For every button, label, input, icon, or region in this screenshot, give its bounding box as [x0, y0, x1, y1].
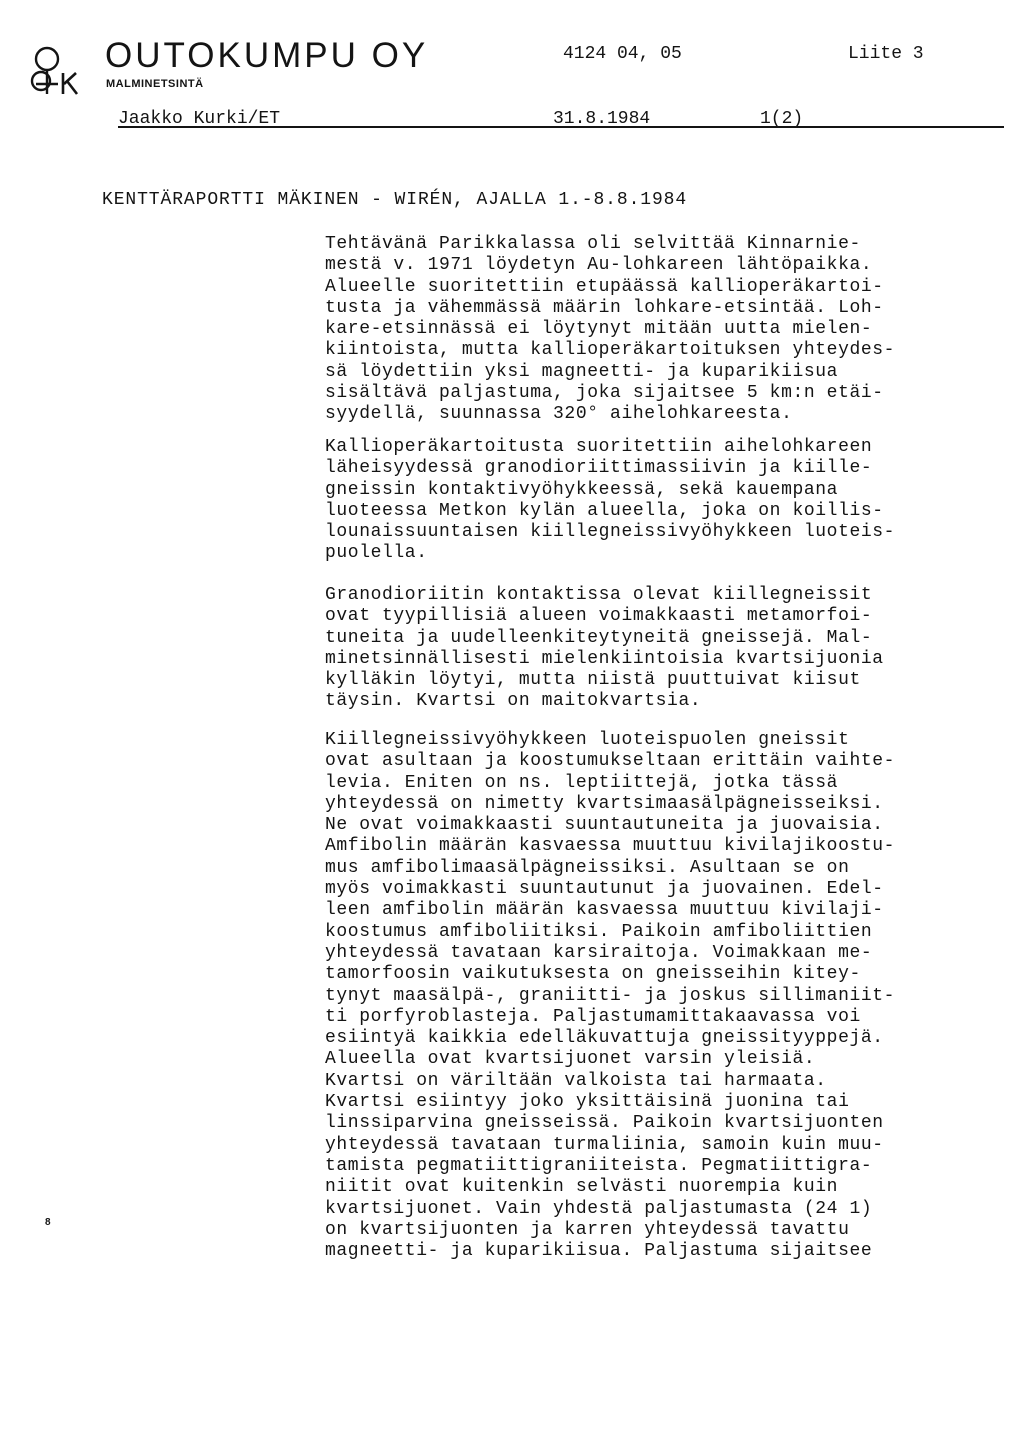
author-line: Jaakko Kurki/ET [118, 109, 281, 129]
report-title: KENTTÄRAPORTTI MÄKINEN - WIRÉN, AJALLA 1.-8.8.1984 [102, 190, 688, 210]
text-line: Kallioperäkartoitusta suoritettiin aihelohkareen [325, 437, 873, 457]
text-line: myös voimakkasti suuntautunut ja juovainen. Edel- [325, 879, 884, 900]
company-name: OUTOKUMPU OY [105, 36, 429, 75]
text-line: levia. Eniten on ns. leptiittejä, jotka tässä [325, 772, 839, 793]
text-line: ovat tyypillisiä alueen voimakkaasti metamorfoi- [325, 606, 873, 627]
text-line: Kiillegneissivyöhykkeen luoteispuolen gneissit [325, 730, 850, 750]
paragraph-1 [325, 234, 1005, 426]
text-line: sä löydettiin yksi magneetti- ja kuparikiisua [325, 361, 839, 382]
paragraph-2 [325, 437, 1005, 565]
text-line: yhteydessä on nimetty kvartsimaasälpägneisseiksi. [325, 793, 884, 814]
text-line: mus amfibolimaasälpägneissiksi. Asultaan se on [325, 857, 850, 878]
text-line: sisältävä paljastuma, joka sijaitsee 5 km:n etäi- [325, 383, 884, 404]
text-line: puolella. [325, 543, 428, 564]
text-line: syydellä, suunnassa 320° aihelohkareesta. [325, 404, 793, 425]
text-line: tynyt maasälpä-, graniitti- ja joskus sillimaniit- [325, 985, 896, 1006]
page-number: 1(2) [760, 109, 804, 129]
text-line: Alueella ovat kvartsijuonet varsin yleisiä. [325, 1049, 816, 1070]
text-line: Alueelle suoritettiin etupäässä kallioperäkartoi- [325, 276, 884, 297]
company-logo-icon [30, 42, 92, 98]
text-line: gneissin kontaktivyöhykkeessä, sekä kauempana [325, 479, 839, 500]
text-line: Granodioriitin kontaktissa olevat kiillegneissit [325, 585, 873, 605]
report-date: 31.8.1984 [553, 109, 651, 129]
paragraph-3 [325, 585, 1005, 713]
text-line: Tehtävänä Parikkalassa oli selvittää Kinnarnie- [325, 234, 861, 254]
text-line: tamista pegmatiittigraniiteista. Pegmatiittigra- [325, 1155, 873, 1176]
text-line: yhteydessä tavataan karsiraitoja. Voimakkaan me- [325, 942, 873, 963]
text-line: kiintoista, mutta kallioperäkartoituksen yhteydes- [325, 340, 896, 361]
text-line: kylläkin löytyi, mutta niistä puuttuivat kiisut [325, 670, 861, 691]
text-line: mestä v. 1971 löydetyn Au-lohkareen lähtöpaikka. [325, 255, 873, 276]
text-line: kare-etsinnässä ei löytynyt mitään uutta mielen- [325, 319, 873, 340]
text-line: leen amfibolin määrän kasvaessa muuttuu kivilaji- [325, 900, 884, 921]
text-line: linssiparvina gneisseissä. Paikoin kvartsijuonten [325, 1113, 884, 1134]
text-line: luoteessa Metkon kylän alueella, joka on koillis- [325, 500, 884, 521]
header-divider [118, 126, 1004, 128]
text-line: täysin. Kvartsi on maitokvartsia. [325, 691, 702, 712]
attachment-label: Liite 3 [848, 44, 924, 64]
reference-number: 4124 04, 05 [563, 44, 682, 64]
text-line: kvartsijuonet. Vain yhdestä paljastumasta (24 1) [325, 1198, 873, 1219]
text-line: ti porfyroblasteja. Paljastumamittakaavassa voi [325, 1006, 861, 1027]
text-line: on kvartsijuonten ja karren yhteydessä tavattu [325, 1219, 850, 1240]
text-line: Ne ovat voimakkaasti suuntautuneita ja juovaisia. [325, 815, 884, 836]
text-line: esiintyä kaikkia edelläkuvattuja gneissityyppejä. [325, 1028, 884, 1049]
division-name: MALMINETSINTÄ [106, 78, 204, 90]
text-line: niitit ovat kuitenkin selvästi nuorempia kuin [325, 1177, 839, 1198]
text-line: Kvartsi on väriltään valkoista tai harmaata. [325, 1070, 827, 1091]
text-line: magneetti- ja kuparikiisua. Paljastuma sijaitsee [325, 1241, 873, 1262]
text-line: Amfibolin määrän kasvaessa muuttuu kivilajikoostu- [325, 836, 896, 857]
text-line: yhteydessä tavataan turmaliinia, samoin kuin muu- [325, 1134, 884, 1155]
text-line: ovat asultaan ja koostumukseltaan erittäin vaihte- [325, 751, 896, 772]
text-line: lounaissuuntaisen kiillegneissivyöhykkeen luoteis- [325, 522, 896, 543]
text-line: minetsinnällisesti mielenkiintoisia kvartsijuonia [325, 648, 884, 669]
text-line: tusta ja vähemmässä määrin lohkare-etsintää. Loh- [325, 297, 884, 318]
margin-mark: 8 [45, 1217, 51, 1228]
text-line: tuneita ja uudelleenkiteytyneitä gneissejä. Mal- [325, 627, 873, 648]
paragraph-4 [325, 730, 1005, 1262]
text-line: koostumus amfiboliitiksi. Paikoin amfiboliittien [325, 921, 873, 942]
text-line: tamorfoosin vaikutuksesta on gneisseihin kitey- [325, 964, 861, 985]
text-line: Kvartsi esiintyy joko yksittäisinä juonina tai [325, 1092, 850, 1113]
text-line: läheisyydessä granodioriittimassiivin ja kiille- [325, 458, 873, 479]
